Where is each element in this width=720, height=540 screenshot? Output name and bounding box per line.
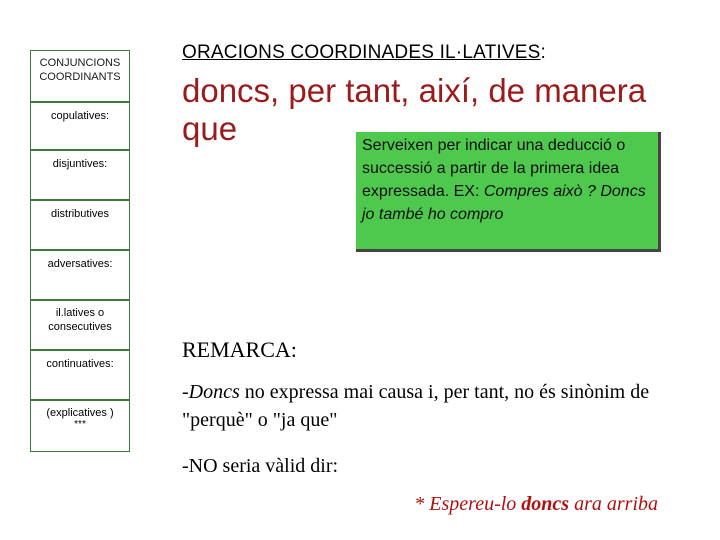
nav-header-label: CONJUNCIONS COORDINANTS [39, 57, 121, 83]
example-prefix: * Espereu-lo [414, 493, 522, 515]
slide-subtitle: doncs, per tant, així, de manera que [182, 72, 647, 147]
nav-item-copulatives[interactable] [30, 102, 130, 150]
nav-item-label: adversatives: [47, 258, 113, 270]
example-label: EX: [453, 183, 484, 200]
note-prefix: - [182, 381, 189, 403]
nav-item-illatives[interactable] [30, 300, 130, 350]
slide-title [182, 42, 546, 64]
nav-item-label: copulatives: [50, 110, 110, 122]
slide-title-colon: : [540, 42, 546, 63]
nav-item-adversatives[interactable] [30, 250, 130, 300]
nav-item-distributives[interactable] [30, 200, 130, 250]
nav-item-explicatives[interactable] [30, 400, 130, 452]
remarca-heading: REMARCA: [182, 337, 297, 362]
nav-item-label: il.latives o consecutives [48, 307, 112, 333]
note-rest: no expressa mai causa i, per tant, no és sinònim de "perquè" o "ja que" [182, 381, 650, 431]
incorrect-example [414, 493, 658, 516]
slide-title-text: ORACIONS COORDINADES IL·LATIVES [182, 42, 541, 63]
definition-text: Serveixen per indicar una deducció o successió a partir de la primera idea expressada. [362, 137, 626, 200]
example-bold: doncs [521, 493, 570, 515]
nav-item-label: continuatives: [46, 358, 114, 370]
nav-item-continuatives[interactable] [30, 350, 130, 400]
nav-item-label: disjuntives: [52, 158, 108, 170]
nav-item-note: *** [74, 419, 86, 430]
note-not-valid: -NO seria vàlid dir: [182, 455, 339, 477]
nav-item-label: distributives [50, 208, 110, 220]
example-sentence: Compres això ? Doncs jo també ho compro [362, 183, 646, 223]
nav-item-label: (explicatives ) [46, 407, 114, 419]
note-doncs [182, 378, 682, 434]
nav-header-conjuncions[interactable] [30, 50, 130, 102]
example-suffix: ara arriba [569, 493, 658, 515]
nav-item-disjuntives[interactable] [30, 150, 130, 200]
note-emphasis: Doncs [188, 381, 240, 403]
definition-box [356, 132, 661, 252]
